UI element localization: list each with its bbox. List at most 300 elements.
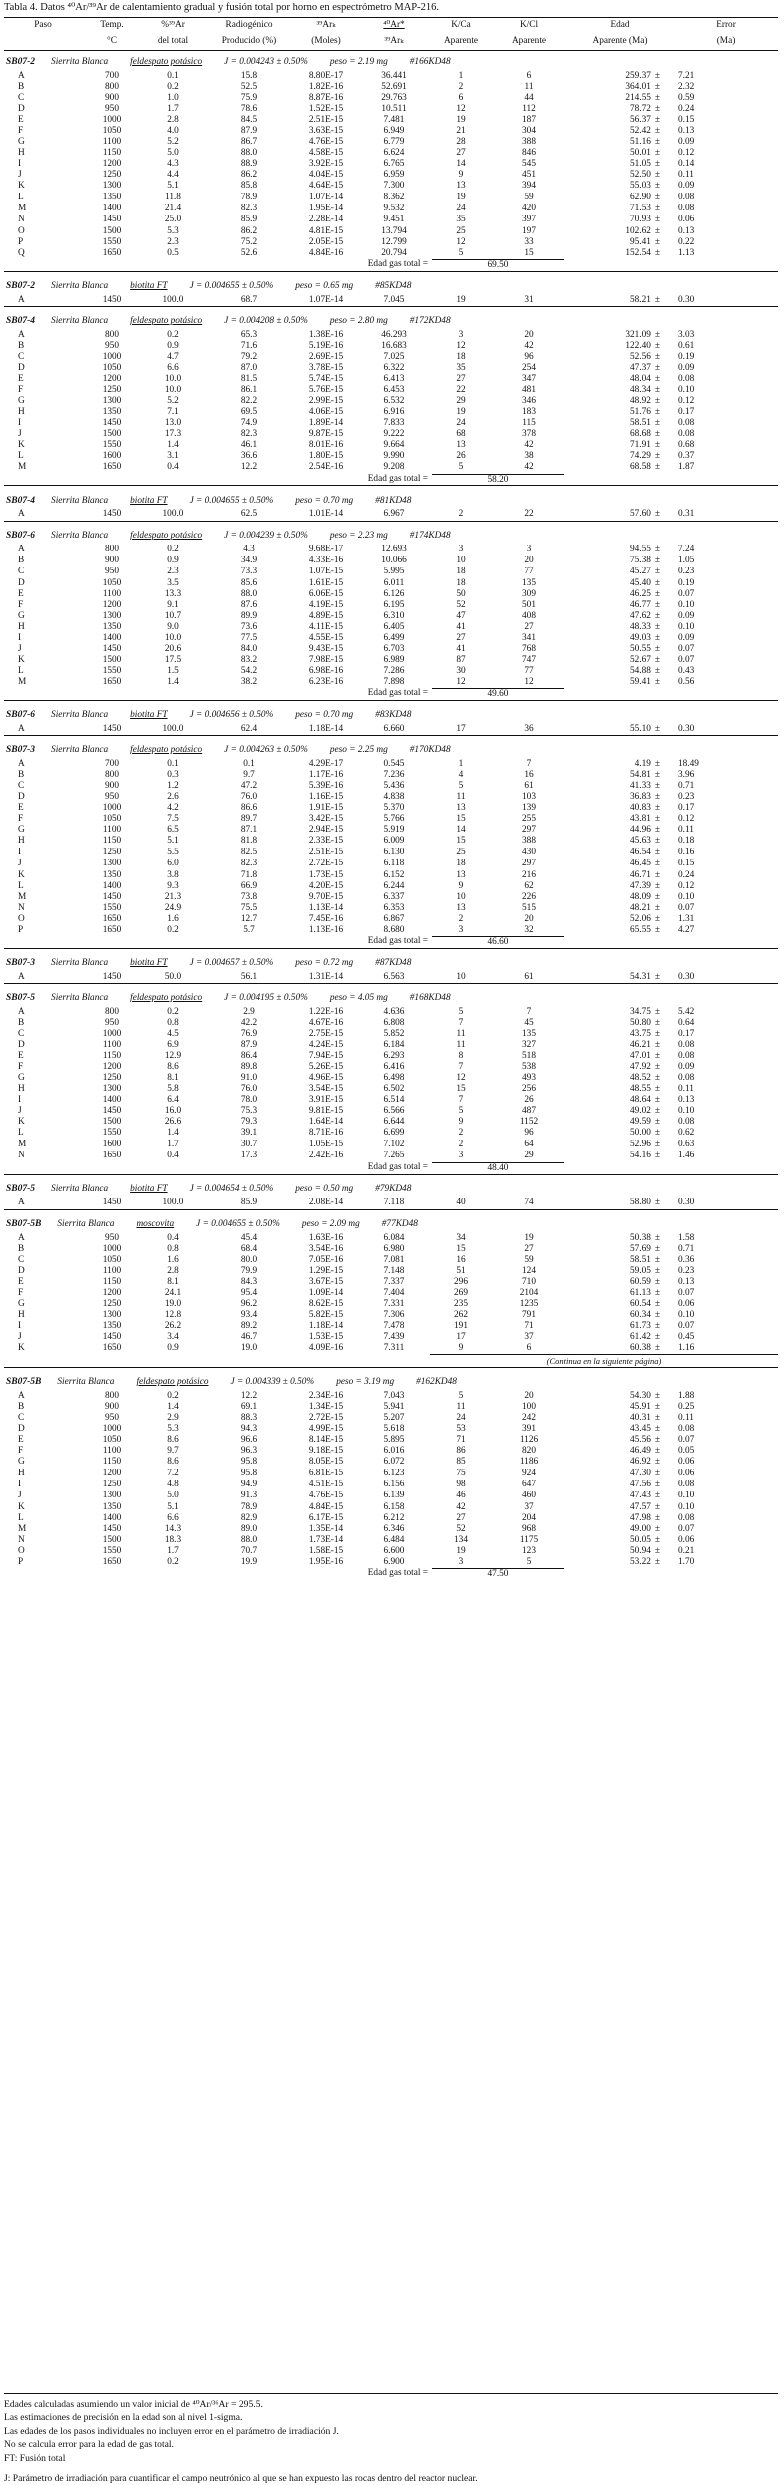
cell-ar39-percent: 5.5	[167, 847, 179, 858]
cell-ratio: 6.293	[383, 1051, 405, 1062]
table-row	[4, 115, 778, 126]
cell-kcl: 846	[522, 148, 536, 159]
cell-moles: 9.81E-15	[308, 1106, 344, 1117]
cell-error: 0.12	[678, 396, 695, 406]
cell-moles: 7.05E-16	[308, 1254, 344, 1265]
cell-kca: 2	[458, 82, 464, 92]
cell-kcl: 64	[524, 1139, 534, 1150]
cell-ar39-percent: 0.4	[167, 1232, 179, 1243]
cell-step: K	[18, 181, 25, 192]
cell-error: 0.08	[678, 374, 695, 384]
cell-moles: 4.55E-15	[308, 632, 344, 643]
cell-step: I	[18, 418, 22, 429]
cell-radiogenic: 95.8	[240, 1457, 258, 1468]
cell-temp: 1650	[102, 677, 122, 687]
cell-kcl: 183	[522, 407, 536, 418]
ar-ar-data-table	[4, 17, 778, 1580]
cell-temp: 900	[105, 555, 119, 566]
cell-temp: 1300	[102, 610, 122, 621]
plus-minus: ±	[654, 148, 660, 159]
plus-minus: ±	[654, 1040, 660, 1050]
plus-minus: ±	[654, 451, 660, 462]
cell-ratio: 6.779	[383, 137, 405, 148]
header-kca: K/Ca	[430, 18, 492, 35]
plus-minus: ±	[654, 1446, 660, 1457]
cell-ratio: 6.916	[383, 407, 405, 418]
cell-ratio: 20.794	[381, 247, 407, 258]
cell-ar39-percent: 6.6	[167, 362, 179, 373]
cell-kca: 12	[456, 340, 466, 351]
cell-ar39-percent: 5.8	[167, 1084, 179, 1095]
cell-temp: 1650	[102, 1150, 122, 1161]
cell-kcl: 37	[524, 1332, 534, 1342]
cell-step: H	[18, 836, 25, 847]
sample-weight: peso = 3.19 mg	[336, 1377, 395, 1388]
cell-ar39-percent: 0.9	[167, 340, 179, 351]
cell-ratio: 5.370	[383, 803, 405, 814]
cell-kca: 15	[456, 836, 466, 847]
cell-kcl: 124	[522, 1265, 536, 1276]
plus-minus: ±	[654, 1413, 660, 1424]
cell-kca: 41	[456, 643, 466, 654]
cell-kca: 40	[456, 1197, 466, 1208]
sample-header	[4, 952, 778, 972]
cell-moles: 1.01E-14	[308, 509, 344, 520]
cell-kca: 18	[456, 858, 466, 869]
cell-temp: 700	[105, 71, 119, 81]
cell-ratio: 6.808	[383, 1018, 405, 1028]
cell-radiogenic: 89.7	[240, 814, 258, 825]
cell-temp: 1100	[102, 137, 122, 148]
plus-minus: ±	[654, 82, 660, 92]
cell-radiogenic: 36.6	[240, 451, 258, 462]
cell-step: G	[18, 137, 25, 148]
cell-temp: 1500	[102, 1534, 122, 1545]
cell-kcl: 96	[524, 1128, 534, 1139]
cell-ratio: 6.212	[383, 1512, 405, 1523]
sample-mineral: feldespato potásico	[130, 530, 203, 541]
cell-kca: 7	[458, 1018, 464, 1028]
cell-radiogenic: 95.4	[240, 1287, 258, 1298]
cell-error: 0.15	[678, 115, 695, 126]
cell-temp: 1650	[102, 924, 122, 935]
cell-temp: 700	[105, 759, 119, 770]
cell-step: E	[18, 588, 24, 599]
header-kca-sub: Aparente	[430, 34, 492, 51]
cell-error: 1.13	[678, 247, 695, 258]
cell-age: 62.90 ±	[629, 192, 660, 203]
cell-ar39-percent: 5.2	[167, 137, 179, 148]
cell-kca: 5	[458, 1106, 464, 1117]
cell-step: F	[18, 126, 24, 137]
cell-radiogenic: 76.0	[240, 792, 258, 803]
total-gas-age-label: Edad gas total =	[367, 1568, 428, 1579]
cell-moles: 2.72E-15	[308, 1413, 344, 1424]
cell-error: 1.58	[678, 1232, 695, 1243]
sample-locality: Sierrita Blanca	[51, 530, 109, 541]
table-row	[4, 1233, 778, 1244]
cell-ar39-percent: 1.7	[167, 1545, 179, 1556]
cell-ar39-percent: 0.2	[167, 1006, 179, 1017]
cell-temp: 1050	[102, 126, 122, 137]
cell-radiogenic: 69.5	[240, 407, 258, 418]
cell-kcl: 347	[522, 374, 536, 384]
sample-locality: Sierrita Blanca	[51, 710, 109, 721]
plus-minus: ±	[654, 599, 660, 610]
cell-ratio: 8.680	[383, 924, 405, 935]
cell-step: G	[18, 610, 25, 621]
cell-moles: 8.01E-16	[308, 440, 344, 451]
cell-age: 68.58 ±	[629, 462, 660, 473]
cell-step: D	[18, 1265, 25, 1276]
cell-step: M	[18, 203, 27, 214]
cell-moles: 4.24E-15	[308, 1040, 344, 1050]
cell-kca: 14	[456, 159, 466, 170]
cell-kca: 11	[456, 792, 466, 803]
footnote: J: Parámetro de irradiación para cuantificar el campo neutrónico al que se han expuesto las rocas dentro del reactor nuclear.	[4, 2473, 478, 2485]
cell-ar39-percent: 13.3	[164, 588, 182, 599]
cell-radiogenic: 5.7	[243, 924, 255, 935]
cell-ar39-percent: 0.2	[167, 924, 179, 935]
cell-error: 0.30	[678, 294, 695, 305]
cell-temp: 1500	[102, 225, 122, 236]
cell-age: 52.96 ±	[629, 1139, 660, 1150]
table-row	[4, 1321, 778, 1332]
cell-ar39-percent: 3.8	[167, 869, 179, 880]
cell-ratio: 6.158	[383, 1501, 405, 1512]
plus-minus: ±	[654, 1265, 660, 1276]
plus-minus: ±	[654, 610, 660, 621]
sample-j-parameter: J = 0.004195 ± 0.50%	[224, 993, 308, 1004]
plus-minus: ±	[654, 825, 660, 836]
cell-ar39-percent: 12.8	[164, 1309, 182, 1320]
cell-radiogenic: 77.5	[240, 632, 258, 643]
cell-temp: 1650	[102, 913, 122, 924]
table-row	[4, 870, 778, 881]
table-row	[4, 892, 778, 903]
cell-kcl: 493	[522, 1073, 536, 1084]
table-row	[4, 781, 778, 792]
cell-age: 40.31 ±	[629, 1413, 660, 1424]
cell-temp: 950	[105, 104, 119, 115]
sample-weight: peso = 0.50 mg	[295, 1183, 354, 1194]
cell-ar39-percent: 5.2	[167, 396, 179, 406]
table-row	[4, 237, 778, 248]
cell-ratio: 7.306	[383, 1309, 405, 1320]
cell-ratio: 5.436	[383, 781, 405, 792]
cell-error: 0.13	[678, 126, 695, 137]
table-row	[4, 1535, 778, 1546]
cell-moles: 5.76E-15	[308, 385, 344, 395]
cell-age: 47.56 ±	[629, 1479, 660, 1490]
plus-minus: ±	[654, 1468, 660, 1479]
cell-ar39-percent: 4.5	[167, 1029, 179, 1039]
cell-radiogenic: 75.2	[240, 236, 258, 247]
cell-kcl: 33	[524, 236, 534, 247]
cell-age: 57.60 ±	[629, 509, 660, 520]
sample-id: SB07-3	[6, 958, 36, 969]
cell-age: 45.91 ±	[629, 1402, 660, 1413]
cell-error: 0.25	[678, 1402, 695, 1413]
cell-kca: 191	[454, 1321, 468, 1331]
cell-ar39-percent: 1.6	[167, 1254, 179, 1265]
sample-header	[4, 1213, 778, 1233]
cell-age: 50.01 ±	[629, 148, 660, 159]
cell-kca: 27	[456, 148, 466, 159]
cell-ar39-percent: 6.4	[167, 1095, 179, 1106]
cell-radiogenic: 78.9	[240, 192, 258, 203]
cell-ar39-percent: 1.7	[167, 104, 179, 115]
table-row	[4, 104, 778, 115]
cell-ar39-percent: 1.7	[167, 1139, 179, 1150]
cell-age: 47.37 ±	[629, 362, 660, 373]
cell-kcl: 451	[522, 170, 536, 181]
cell-kcl: 112	[522, 104, 536, 115]
cell-step: A	[18, 294, 25, 305]
cell-kcl: 304	[522, 126, 536, 137]
cell-ar39-percent: 19.0	[164, 1298, 182, 1309]
cell-radiogenic: 45.4	[240, 1232, 258, 1243]
cell-ar39-percent: 26.6	[164, 1117, 182, 1128]
cell-ar39-percent: 100.0	[162, 724, 184, 734]
plus-minus: ±	[654, 1512, 660, 1523]
cell-ar39-percent: 0.8	[167, 1018, 179, 1028]
cell-temp: 1450	[102, 509, 122, 520]
cell-ratio: 5.618	[383, 1424, 405, 1435]
total-gas-age-row	[4, 1568, 778, 1580]
plus-minus: ±	[654, 1343, 660, 1353]
cell-ar39-percent: 3.4	[167, 1332, 179, 1342]
cell-age: 60.59 ±	[629, 1276, 660, 1287]
cell-kcl: 103	[522, 792, 536, 803]
cell-radiogenic: 19.0	[240, 1343, 258, 1354]
cell-temp: 1000	[102, 351, 122, 362]
sample-locality: Sierrita Blanca	[51, 958, 109, 969]
cell-radiogenic: 38.2	[240, 677, 258, 687]
cell-step: L	[18, 192, 24, 203]
cell-ratio: 7.265	[383, 1150, 405, 1161]
table-row	[4, 352, 778, 363]
header-ratio: ⁴⁰Ar*	[358, 18, 430, 35]
cell-temp: 1450	[102, 1106, 122, 1117]
plus-minus: ±	[654, 643, 660, 654]
plus-minus: ±	[654, 555, 660, 566]
cell-kcl: 226	[522, 891, 536, 902]
cell-age: 47.98 ±	[629, 1512, 660, 1523]
cell-kcl: 36	[524, 724, 534, 734]
cell-moles: 6.06E-15	[308, 588, 344, 599]
cell-step: E	[18, 1051, 24, 1062]
cell-error: 0.08	[678, 1117, 695, 1128]
cell-ratio: 12.799	[381, 236, 407, 247]
cell-moles: 1.13E-14	[308, 902, 344, 913]
cell-moles: 4.06E-15	[308, 407, 344, 418]
cell-kca: 8	[458, 1051, 464, 1062]
sample-reference: #77KD48	[381, 1218, 418, 1229]
cell-error: 0.23	[678, 1265, 695, 1276]
cell-kcl: 197	[522, 225, 536, 236]
cell-age: 52.67 ±	[629, 654, 660, 665]
cell-kcl: 768	[522, 643, 536, 654]
cell-ar39-percent: 3.5	[167, 577, 179, 588]
plus-minus: ±	[654, 440, 660, 451]
cell-radiogenic: 19.9	[240, 1556, 258, 1567]
cell-ratio: 6.900	[383, 1556, 405, 1567]
cell-kca: 19	[456, 407, 466, 418]
plus-minus: ±	[654, 858, 660, 869]
cell-radiogenic: 87.9	[240, 1040, 258, 1050]
cell-error: 0.06	[678, 1468, 695, 1479]
cell-radiogenic: 85.6	[240, 577, 258, 588]
cell-kcl: 481	[522, 385, 536, 395]
cell-temp: 1650	[102, 1343, 122, 1354]
sample-weight: peso = 0.65 mg	[295, 281, 354, 292]
cell-ratio: 6.346	[383, 1523, 405, 1534]
cell-temp: 1200	[102, 1062, 122, 1073]
cell-age: 49.59 ±	[629, 1117, 660, 1128]
cell-radiogenic: 84.3	[240, 1276, 258, 1287]
cell-temp: 1200	[102, 1468, 122, 1479]
cell-temp: 1450	[102, 1523, 122, 1534]
cell-error: 0.06	[678, 214, 695, 225]
cell-ar39-percent: 10.0	[164, 632, 182, 643]
cell-kca: 19	[456, 115, 466, 126]
cell-step: H	[18, 621, 25, 632]
sample-locality: Sierrita Blanca	[51, 281, 109, 292]
cell-step: A	[18, 759, 25, 770]
cell-kca: 71	[456, 1435, 466, 1446]
cell-kca: 53	[456, 1424, 466, 1435]
cell-ar39-percent: 0.2	[167, 1556, 179, 1567]
cell-error: 0.07	[678, 588, 695, 599]
plus-minus: ±	[654, 509, 660, 520]
cell-ratio: 7.481	[383, 115, 405, 126]
cell-radiogenic: 12.2	[240, 1391, 258, 1402]
cell-error: 0.08	[678, 192, 695, 203]
continuation-note: (Continua en la siguiente página)	[430, 1355, 778, 1368]
header-temp-sub: °C	[82, 34, 142, 51]
plus-minus: ±	[654, 666, 660, 676]
cell-moles: 4.29E-17	[308, 759, 344, 770]
cell-radiogenic: 78.0	[240, 1095, 258, 1106]
cell-kca: 13	[456, 803, 466, 814]
cell-error: 0.05	[678, 1446, 695, 1457]
cell-error: 0.45	[678, 1332, 695, 1342]
cell-ar39-percent: 20.6	[164, 643, 182, 654]
table-row	[4, 1524, 778, 1535]
cell-kca: 13	[456, 181, 466, 192]
cell-temp: 1600	[102, 1139, 122, 1150]
cell-error: 0.24	[678, 869, 695, 880]
cell-age: 50.55 ±	[629, 643, 660, 654]
sample-mineral: feldespato potásico	[130, 57, 203, 68]
cell-age: 70.93 ±	[629, 214, 660, 225]
cell-error: 0.15	[678, 858, 695, 869]
total-gas-age-value: 49.60	[432, 688, 564, 699]
cell-temp: 1450	[102, 294, 122, 305]
plus-minus: ±	[654, 1254, 660, 1265]
cell-age: 46.54 ±	[629, 847, 660, 858]
cell-temp: 950	[105, 1018, 119, 1028]
table-row	[4, 1151, 778, 1162]
cell-kcl: 29	[524, 1150, 534, 1161]
table-row	[4, 295, 778, 307]
cell-ratio: 9.451	[383, 214, 405, 225]
cell-temp: 1550	[102, 236, 122, 247]
cell-kca: 98	[456, 1479, 466, 1490]
cell-age: 51.16 ±	[629, 137, 660, 148]
cell-radiogenic: 62.5	[240, 509, 258, 520]
plus-minus: ±	[654, 1490, 660, 1501]
cell-kca: 2	[458, 1128, 464, 1139]
cell-kca: 11	[456, 1402, 466, 1413]
plus-minus: ±	[654, 214, 660, 225]
table-row	[4, 1502, 778, 1513]
cell-step: M	[18, 1139, 27, 1150]
sample-mineral: feldespato potásico	[130, 745, 203, 756]
cell-step: F	[18, 1062, 24, 1073]
sample-id: SB07-5	[6, 1183, 36, 1194]
header-moles: ³⁹Arₖ	[294, 18, 358, 35]
cell-ratio: 7.081	[383, 1254, 405, 1265]
cell-ar39-percent: 1.6	[167, 913, 179, 924]
cell-kca: 24	[456, 1413, 466, 1424]
cell-error: 0.06	[678, 1457, 695, 1468]
cell-kca: 10	[456, 555, 466, 566]
plus-minus: ±	[654, 1106, 660, 1117]
sample-j-parameter: J = 0.004339 ± 0.50%	[230, 1377, 315, 1388]
cell-ar39-percent: 3.1	[167, 451, 179, 462]
plus-minus: ±	[654, 374, 660, 384]
cell-kca: 5	[458, 781, 464, 792]
plus-minus: ±	[654, 418, 660, 429]
cell-ratio: 9.532	[383, 203, 405, 214]
cell-radiogenic: 73.6	[240, 621, 258, 632]
cell-ratio: 5.852	[383, 1029, 405, 1039]
table-row	[4, 1457, 778, 1468]
cell-ar39-percent: 4.4	[167, 170, 179, 181]
cell-ratio: 6.453	[383, 385, 405, 395]
cell-kca: 19	[456, 294, 466, 305]
cell-ar39-percent: 17.5	[164, 654, 182, 665]
cell-temp: 800	[105, 1006, 119, 1017]
cell-age: 46.92 ±	[629, 1457, 660, 1468]
footnote: Las edades de los pasos individuales no incluyen error en el parámetro de irradiación J.	[4, 2425, 339, 2437]
cell-age: 54.31 ±	[629, 971, 660, 982]
cell-ar39-percent: 24.9	[164, 902, 182, 913]
cell-temp: 1250	[102, 170, 122, 181]
table-row	[4, 903, 778, 914]
cell-kcl: 27	[524, 621, 534, 632]
cell-radiogenic: 75.9	[240, 93, 258, 103]
sample-mineral: feldespato potásico	[130, 993, 203, 1004]
cell-temp: 1400	[102, 880, 122, 891]
cell-kcl: 32	[524, 924, 534, 935]
sample-reference: #170KD48	[409, 745, 451, 756]
cell-error: 0.08	[678, 1512, 695, 1523]
cell-radiogenic: 87.6	[240, 599, 258, 610]
cell-error: 0.13	[678, 1276, 695, 1287]
cell-error: 0.36	[678, 1254, 695, 1265]
table-row	[4, 825, 778, 836]
cell-radiogenic: 87.0	[240, 362, 258, 373]
sample-mineral: feldespato potásico	[130, 316, 203, 327]
table-row	[4, 545, 778, 556]
cell-temp: 1200	[102, 159, 122, 170]
cell-step: E	[18, 803, 24, 814]
cell-ar39-percent: 5.3	[167, 225, 179, 236]
cell-ratio: 6.413	[383, 374, 405, 384]
